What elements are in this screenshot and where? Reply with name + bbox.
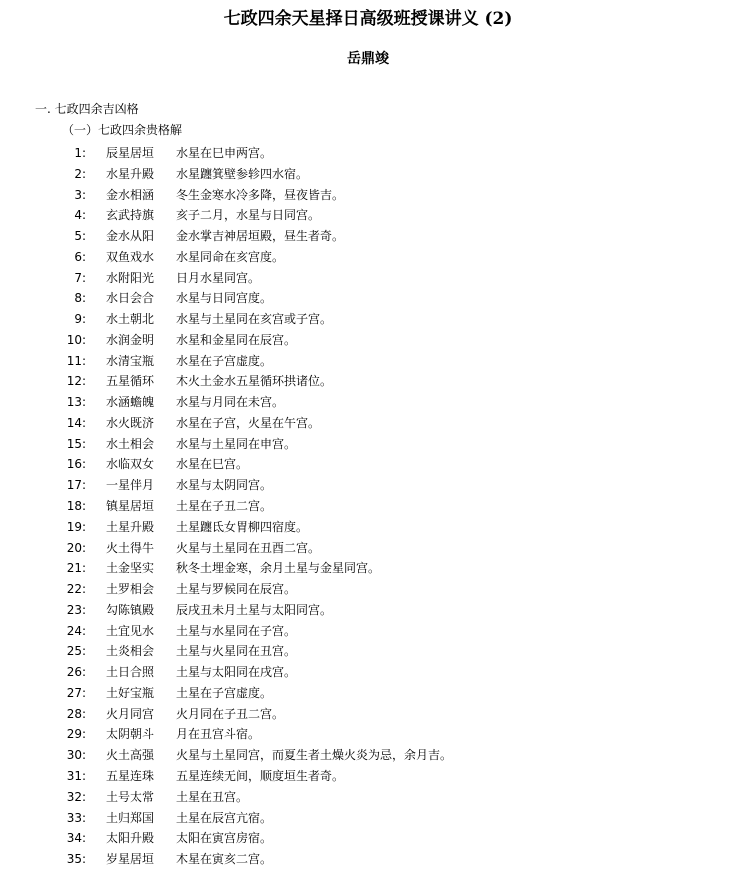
list-item [0,724,736,745]
item-number: 6: [74,249,86,264]
item-description: 木火土金水五星循环拱诸位。 [176,374,333,389]
item-number: 20: [66,540,86,555]
item-name: 金水相涵 [106,187,155,202]
list-item [0,600,736,621]
list-item [0,205,736,226]
item-name: 岁星居垣 [106,852,155,867]
item-name: 火土得牛 [106,540,155,555]
item-number: 27: [66,685,86,700]
list-item [0,538,736,559]
item-description: 金水掌吉神居垣殿，昼生者奇。 [176,229,345,244]
item-name: 水土朝北 [106,312,155,327]
item-name: 火月同宫 [106,706,155,721]
list-item [0,496,736,517]
item-name: 火土高强 [106,748,155,763]
section-heading: 一. 七政四余吉凶格 [35,102,139,116]
item-description: 水星与日同宫度。 [176,291,273,306]
item-number: 33: [66,810,86,825]
list-item [0,621,736,642]
item-number: 5: [74,229,86,244]
item-name: 金水从阳 [106,229,155,244]
item-number: 7: [74,270,86,285]
item-description: 土星躔氐女胃柳四宿度。 [176,519,309,534]
list-item [0,413,736,434]
item-description: 土星与罗候同在辰宫。 [176,582,297,597]
item-number: 8: [74,291,86,306]
item-name: 镇星居垣 [106,499,155,514]
item-number: 13: [66,395,86,410]
item-number: 9: [74,312,86,327]
item-description: 火星与土星同宫，而夏生者土燥火炎为忌，余月吉。 [176,748,453,763]
item-number: 31: [66,768,86,783]
item-number: 2: [74,166,86,181]
list-item [0,683,736,704]
item-name: 双鱼戏水 [106,249,155,264]
item-name: 水星升殿 [106,166,155,181]
item-name: 水附阳光 [106,270,155,285]
list-item [0,662,736,683]
item-name: 玄武持旗 [106,208,155,223]
item-description: 土星在子丑二宫。 [176,499,273,514]
item-description: 水星与太阴同宫。 [176,478,273,493]
item-name: 土日合照 [106,665,155,680]
item-description: 土星在子宫虚度。 [176,685,273,700]
subsection-heading: （一）七政四余贵格解 [62,123,183,137]
list-item [0,641,736,662]
list-item [0,454,736,475]
list-item [0,434,736,455]
item-number: 34: [66,831,86,846]
list-item [0,309,736,330]
item-description: 月在丑宫斗宿。 [176,727,261,742]
item-description: 辰戌丑未月土星与太阳同宫。 [176,602,333,617]
list-item [0,849,736,870]
item-name: 土星升殿 [106,519,155,534]
list-item [0,164,736,185]
item-name: 水火既济 [106,415,155,430]
item-number: 30: [66,748,86,763]
item-description: 土星在丑宫。 [176,789,249,804]
item-description: 水星与土星同在亥宫或子宫。 [176,312,333,327]
item-name: 太阴朝斗 [106,727,155,742]
item-name: 土炎相会 [106,644,155,659]
item-number: 28: [66,706,86,721]
item-number: 10: [66,332,86,347]
item-number: 17: [66,478,86,493]
list-item [0,288,736,309]
item-number: 21: [66,561,86,576]
item-number: 4: [74,208,86,223]
item-name: 辰星居垣 [106,146,155,160]
item-description: 日月水星同宫。 [176,270,261,285]
list-item [0,247,736,268]
item-description: 冬生金寒水冷多降，昼夜皆吉。 [176,187,345,202]
item-number: 18: [66,499,86,514]
item-number: 32: [66,789,86,804]
item-name: 土宜见水 [106,623,155,638]
list-item [0,392,736,413]
list-item [0,268,736,289]
item-name: 水临双女 [106,457,155,472]
list-item [0,475,736,496]
list-item [0,351,736,372]
item-number: 35: [66,852,86,867]
item-description: 亥子二月，水星与日同宫。 [176,208,321,223]
item-name: 水润金明 [106,332,155,347]
item-description: 土星与水星同在子宫。 [176,623,297,638]
item-description: 土星与太阳同在戌宫。 [176,665,297,680]
item-name: 土归郑国 [106,810,155,825]
list-item [0,828,736,849]
list-item [0,371,736,392]
item-name: 五星循环 [106,374,155,389]
item-description: 火月同在子丑二宫。 [176,706,285,721]
item-description: 水星躔箕壁参轸四水宿。 [176,166,309,181]
item-description: 水星与月同在未宫。 [176,395,285,410]
item-description: 土星与火星同在丑宫。 [176,644,297,659]
item-name: 太阳升殿 [106,831,155,846]
item-description: 土星在辰宫亢宿。 [176,810,273,825]
list-item [0,787,736,808]
item-number: 29: [66,727,86,742]
item-name: 土罗相会 [106,582,155,597]
item-name: 水日会合 [106,291,155,306]
item-description: 秋冬土埋金寒，余月土星与金星同宫。 [176,561,381,576]
item-number: 11: [66,353,86,368]
item-name: 水清宝瓶 [106,353,155,368]
item-number: 24: [66,623,86,638]
list-item [0,579,736,600]
item-description: 五星连续无间，顺度垣生者奇。 [176,768,345,783]
list-item [0,143,736,164]
item-description: 火星与土星同在丑酉二宫。 [176,540,321,555]
item-description: 木星在寅亥二宫。 [176,852,273,867]
list-item [0,558,736,579]
item-name: 一星伴月 [106,478,155,493]
item-name: 水涵蟾魄 [106,395,155,410]
item-name: 水土相会 [106,436,155,451]
item-description: 水星与土星同在申宫。 [176,436,297,451]
item-description: 水星和金星同在辰宫。 [176,332,297,347]
item-description: 水星在子宫虚度。 [176,353,273,368]
item-number: 1: [74,146,86,160]
list-item [0,226,736,247]
author-name: 岳鼎竣 [347,51,389,67]
list-item [0,517,736,538]
list-item [0,808,736,829]
item-number: 15: [66,436,86,451]
item-number: 16: [66,457,86,472]
item-number: 26: [66,665,86,680]
item-description: 水星在子宫，火星在午宫。 [176,415,321,430]
item-description: 水星在巳申两宫。 [176,146,273,160]
item-description: 水星在巳宫。 [176,457,249,472]
item-name: 五星连珠 [106,768,155,783]
item-number: 3: [74,187,86,202]
item-number: 12: [66,374,86,389]
item-name: 土金坚实 [106,561,155,576]
item-name: 土好宝瓶 [106,685,155,700]
item-number: 25: [66,644,86,659]
pattern-list [0,143,736,870]
list-item [0,704,736,725]
list-item [0,185,736,206]
list-item [0,330,736,351]
item-number: 14: [66,415,86,430]
list-item [0,766,736,787]
document-title: 七政四余天星择日高级班授课讲义 (2) [223,9,513,29]
item-number: 19: [66,519,86,534]
item-number: 22: [66,582,86,597]
item-name: 土号太常 [106,789,155,804]
item-description: 太阳在寅宫房宿。 [176,831,273,846]
list-item [0,745,736,766]
item-number: 23: [66,602,86,617]
item-description: 水星同命在亥宫度。 [176,249,285,264]
item-name: 勾陈镇殿 [106,602,155,617]
